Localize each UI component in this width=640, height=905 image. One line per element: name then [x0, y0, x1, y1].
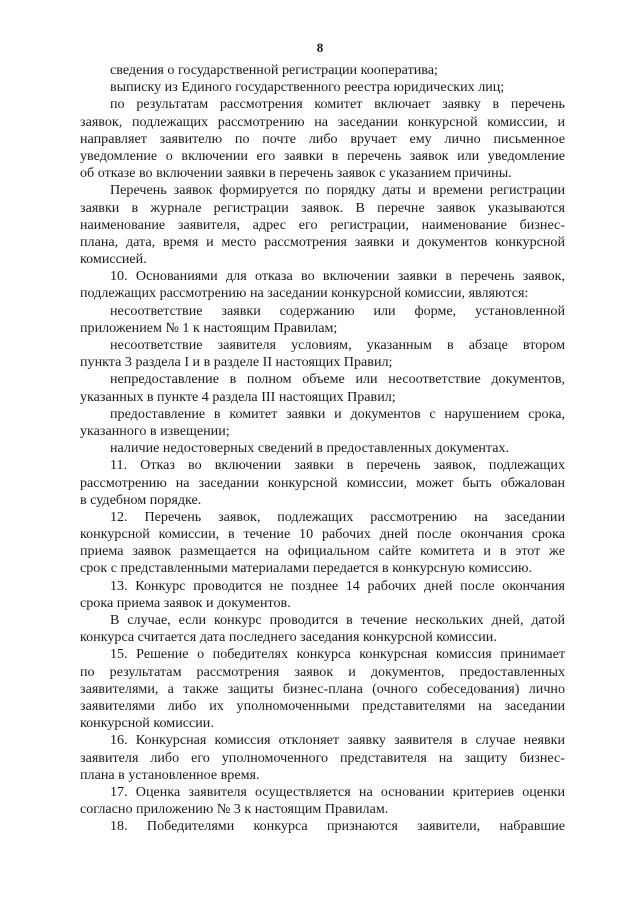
text-line: заявителями либо их уполномоченными представителями на заседании	[80, 697, 565, 714]
text-line: несоответствие заявки содержанию или форме, установленной	[110, 302, 565, 319]
text-line: 10. Основаниями для отказа во включении заявки в перечень заявок,	[110, 268, 565, 285]
text-line: 12. Перечень заявок, подлежащих рассмотрению на заседании	[110, 508, 565, 525]
text-line: согласно приложению № 3 к настоящим Правилам.	[80, 801, 389, 818]
text-line: конкурсной комиссии.	[80, 715, 214, 732]
text-line: срока приема заявок и документов.	[80, 594, 291, 611]
text-line: 16. Конкурсная комиссия отклоняет заявку заявителя в случае неявки	[110, 732, 565, 749]
text-line: предоставление в комитет заявки и документов с нарушением срока,	[110, 405, 565, 422]
text-line: приложением № 1 к настоящим Правилам;	[80, 319, 338, 336]
text-line: плана, дата, время и место рассмотрения заявки и документов конкурсной	[80, 233, 565, 250]
text-line: 11. Отказ во включении заявки в перечень заявок, подлежащих	[110, 457, 565, 474]
text-line: об отказе во включении заявки в перечень заявок с указанием причины.	[80, 165, 512, 182]
text-line: рассмотрению на заседании конкурсной комиссии, может быть обжалован	[80, 474, 565, 491]
text-line: в судебном порядке.	[80, 491, 202, 508]
text-line: пункта 3 раздела I и в разделе II настоящих Правил;	[80, 354, 393, 371]
text-line: указанного в извещении;	[80, 422, 230, 439]
text-line: плана в установленное время.	[80, 766, 260, 783]
text-line: уведомление о включении его заявки в перечень заявок или уведомление	[80, 147, 565, 164]
text-line: срок с представленными материалами передается в конкурсную комиссию.	[80, 560, 533, 577]
text-line: наличие недостоверных сведений в предоставленных документах.	[110, 440, 510, 457]
text-line: непредоставление в полном объеме или несоответствие документов,	[110, 371, 565, 388]
text-line: комиссией.	[80, 251, 147, 268]
text-line: указанных в пункте 4 раздела III настоящих Правил;	[80, 388, 396, 405]
text-line: Перечень заявок формируется по порядку даты и времени регистрации	[110, 182, 565, 199]
text-line: наименование заявителя, адрес его регистрации, наименование бизнес-	[80, 216, 565, 233]
text-line: конкурса считается дата последнего заседания конкурсной комиссии.	[80, 629, 497, 646]
text-line: заявок, подлежащих рассмотрению на заседании конкурсной комиссии, и	[80, 113, 565, 130]
text-line: по результатам рассмотрения комитет включает заявку в перечень	[110, 96, 565, 113]
text-line: конкурсной комиссии, в течение 10 рабочих дней после окончания срока	[80, 526, 565, 543]
text-line: направляет заявителю по почте либо вручает ему лично письменное	[80, 130, 565, 147]
text-line: заявителями, а также защиты бизнес-плана (очного собеседования) лично	[80, 680, 565, 697]
text-line: подлежащих рассмотрению на заседании конкурсной комиссии, являются:	[80, 285, 529, 302]
document-body	[80, 62, 565, 835]
text-line: приема заявок размещается на официальном сайте комитета и в этот же	[80, 543, 565, 560]
text-line: заявки в журнале регистрации заявок. В перечне заявок указываются	[80, 199, 565, 216]
text-line: сведения о государственной регистрации кооператива;	[110, 62, 438, 78]
text-line: В случае, если конкурс проводится в течение нескольких дней, датой	[110, 612, 565, 628]
text-line: несоответствие заявителя условиям, указанным в абзаце втором	[110, 337, 565, 353]
text-line: 15. Решение о победителях конкурса конкурсная комиссия принимает	[110, 646, 565, 663]
text-line: по результатам рассмотрения заявок и документов, предоставленных	[80, 663, 565, 680]
text-line: 18. Победителями конкурса признаются заявители, набравшие	[110, 818, 565, 835]
text-line: 13. Конкурс проводится не позднее 14 рабочих дней после окончания	[110, 577, 565, 594]
text-line: выписку из Единого государственного реестра юридических лиц;	[110, 79, 505, 96]
page-number: 8	[316, 40, 324, 55]
text-line: 17. Оценка заявителя осуществляется на основании критериев оценки	[110, 783, 565, 800]
text-line: заявителя либо его уполномоченного представителя на защиту бизнес-	[80, 749, 565, 766]
